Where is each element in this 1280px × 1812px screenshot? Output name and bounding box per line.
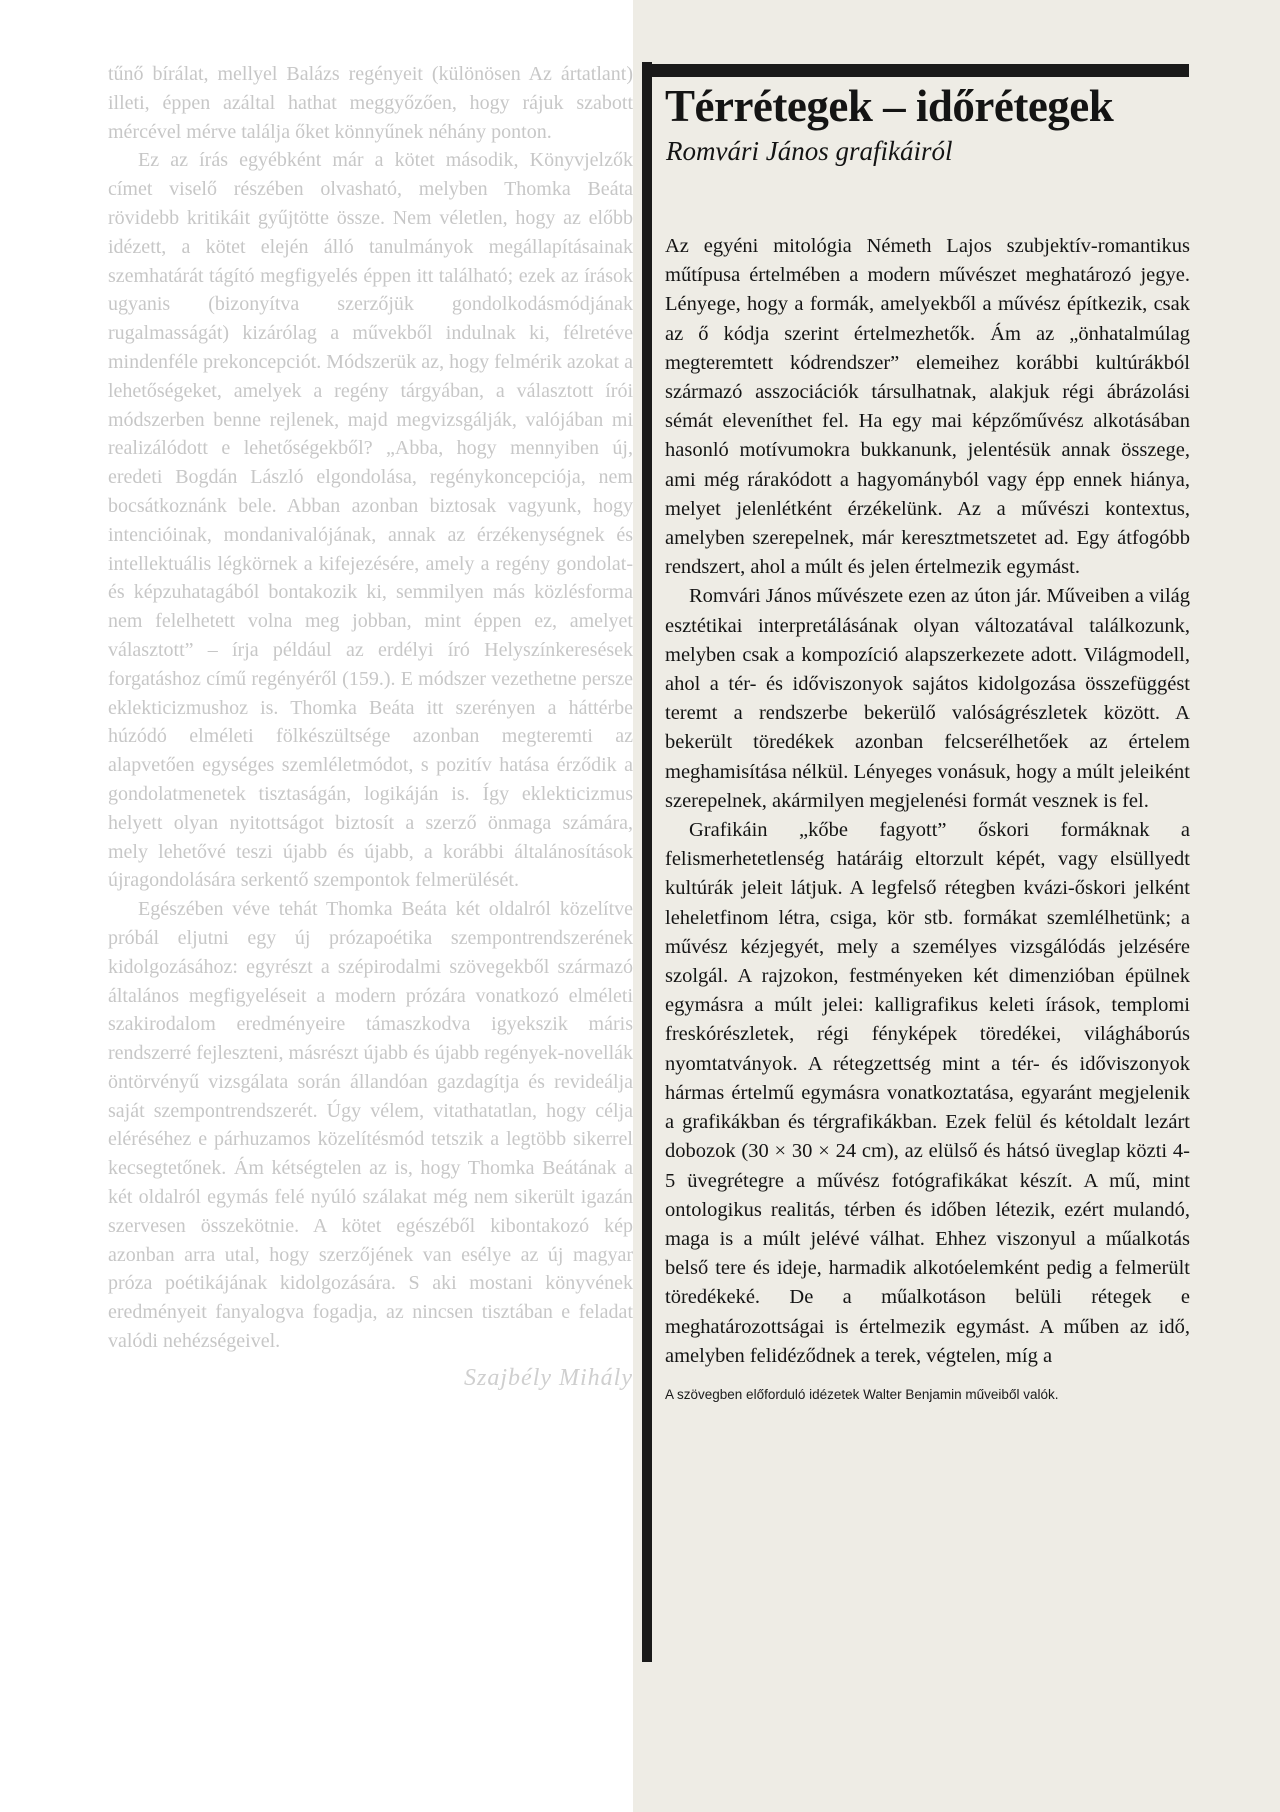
article-title: Térrétegek – időrétegek (665, 81, 1114, 131)
article-paragraph-1: Az egyéni mitológia Németh Lajos szubjektív-romantikus műtípusa értelmében a modern művészet meghatározó jegye. Lényege, hogy a formák, amelyekből a művész építkezik, csak az ő kódja szerint értelmezhetők. Ám az „önhatalmúlag megteremtett kódrendszer” elemeihez korábbi kultúrákból származó asszociációk társulhatnak, alakjuk régi ábrázolási sémát eleveníthet fel. Ha egy mai képzőművész alkotásában hasonló motívumokra bukkanunk, jelentésük annak összege, ami még rárakódott a hagyományból vagy épp ennek hiánya, melyet jelenlétként érzékelünk. Az a művészi kontextus, amelyben szerepelnek, már keresztmetszetet ad. Egy átfogóbb rendszert, ahol a múlt és jelen értelmezik egymást. (665, 235, 1190, 579)
article-paragraph-2: Romvári János művészete ezen az úton jár. Műveiben a világ esztétikai interpretálásának olyan változatával találkozunk, melyben csak a kompozíció alapszerkezete adott. Világmodell, ahol a tér- és időviszonyok sajátos kidolgozása összefüggést teremt a rendszerbe bekerülő valóságrészletek között. A bekerült töredékek azonban felcserélhetőek az értelem meghamisítása nélkül. Lényeges vonásuk, hogy a múlt jeleiként szerepelnek, akármilyen megjelenési formát vesznek is fel. (665, 585, 1190, 812)
vertical-rule (642, 62, 652, 1662)
article-body (665, 232, 1190, 1371)
article-paragraph-3: Grafikáin „kőbe fagyott” őskori formáknak a felismerhetetlenség határáig eltorzult képét, vagy elsüllyedt kultúrák jeleit látjuk. A legfelső rétegben kvázi-őskori jelként leheletfinom létra, csiga, kör stb. formákat szemlélhetünk; a művész kézjegyét, mely a személyes vizsgálódás jelzésére szolgál. A rajzokon, festményeken két dimenzióban épülnek egymásra a múlt jelei: kalligrafikus keleti írások, templomi freskórészletek, régi fényképek töredékei, világháborús nyomtatványok. A rétegzettség mint a tér- és időviszonyok hármas értelmű egymásra vonatkoztatása, egyaránt megjelenik a grafikákban és térgrafikákban. Ezek felül és kétoldalt lezárt dobozok (30 × 30 × 24 cm), az elülső és hátsó üveglap közti 4-5 üvegrétegre a művész fotógrafikákat készít. A mű, mint ontologikus realitás, térben és időben létezik, ezért mulandó, maga is a múlt jelévé válhat. Ehhez viszonyul a műalkotás belső tere és ideje, harmadik alkotóelemként pedig a felmerült töredékeké. De a műalkotáson belüli rétegek e meghatározottságai is értelmezik egymást. A műben az idő, amelyben felidéződnek a terek, végtelen, míg a (665, 819, 1190, 1367)
horizontal-rule (652, 64, 1189, 77)
article-subtitle: Romvári János grafikáiról (666, 136, 953, 166)
previous-article-paragraph-3: Egészében véve tehát Thomka Beáta két oldalról közelítve próbál eljutni egy új prózapoétika szempontrendszerének kidolgozásához: egyrészt a szépirodalmi szövegekből származó általános megfigyeléseit a modern prózára vonatkozó elméleti szakirodalom eredményeire támaszkodva igyekszik máris rendszerré fejleszteni, másrészt újabb és újabb regények-novellák öntörvényű vizsgálata során állandóan gazdagítja és revideálja saját szempontrendszerét. Úgy vélem, vitathatatlan, hogy célja eléréséhez e párhuzamos közelítésmód tetszik a legtöbb sikerrel kecsegtetőnek. Ám kétségtelen az is, hogy Thomka Beátának a két oldalról egymás felé nyúló szálakat még nem sikerült igazán szervesen összekötnie. A kötet egészéből kibontakozó kép azonban arra utal, hogy szerzőjének van esélye az új magyar próza poétikájának kidolgozására. S aki mostani könyvének eredményeit fanyalogva fogadja, az nincsen tisztában e feladat valódi nehézségeivel. (108, 898, 633, 1353)
article-footnote: A szövegben előforduló idézetek Walter Benjamin műveiből valók. (665, 1386, 1059, 1402)
previous-article-column (108, 60, 633, 1393)
previous-article-paragraph-1: tűnő bírálat, mellyel Balázs regényeit (különösen Az ártatlant) illeti, éppen azáltal hathat meggyőzően, hogy rájuk szabott mércével mérve találja őket könnyűnek néhány ponton. (108, 63, 633, 143)
article (665, 80, 1190, 1402)
previous-article-signature: Szajbély Mihály (464, 1364, 633, 1391)
previous-article-paragraph-2: Ez az írás egyébként már a kötet második, Könyvjelzők címet viselő részében olvasható, melyben Thomka Beáta rövidebb kritikáit gyűjtötte össze. Nem véletlen, hogy az előbb idézett, a kötet elején álló tanulmányok megállapításainak szemhatárát tágító megfigyelés éppen itt található; ezek az írások ugyanis (bizonyítva szerzőjük gondolkodásmódjának rugalmasságát) kizárólag a művekből indulnak ki, félretéve mindenféle prekoncepciót. Módszerük az, hogy felmérik azokat a lehetőségeket, amelyek a regény tárgyában, a választott írói módszerben benne rejlenek, majd megvizsgálják, valójában mi realizálódott e lehetőségekből? „Abba, hogy mennyiben új, eredeti Bogdán László elgondolása, regénykoncepciója, nem bocsátkoznánk bele. Abban azonban biztosak vagyunk, hogy intencióinak, mondanivalójának, annak az érzékenységnek és intellektuális légkörnek a kifejezésére, amely a regény gondolat- és képzuhatagából bontakozik ki, semmilyen más közlésforma nem felelhetett volna meg jobban, mint éppen ez, amelyet választott” – írja például az erdélyi író Helyszínkeresések forgatáshoz című regényéről (159.). E módszer vezethetne persze eklekticizmushoz is. Thomka Beáta itt szerényen a háttérbe húzódó elméleti fölkészültsége azonban megteremti az alapvetően egységes szemléletmódot, s pozitív hatása érződik a gondolatmenetek tisztaságán, logikáján is. Így eklekticizmus helyett olyan nyitottságot biztosít a szerző önmaga számára, mely lehetővé teszi újabb és újabb, a korábbi általánosítások újragondolására serkentő szempontok felmerülését. (108, 149, 633, 892)
